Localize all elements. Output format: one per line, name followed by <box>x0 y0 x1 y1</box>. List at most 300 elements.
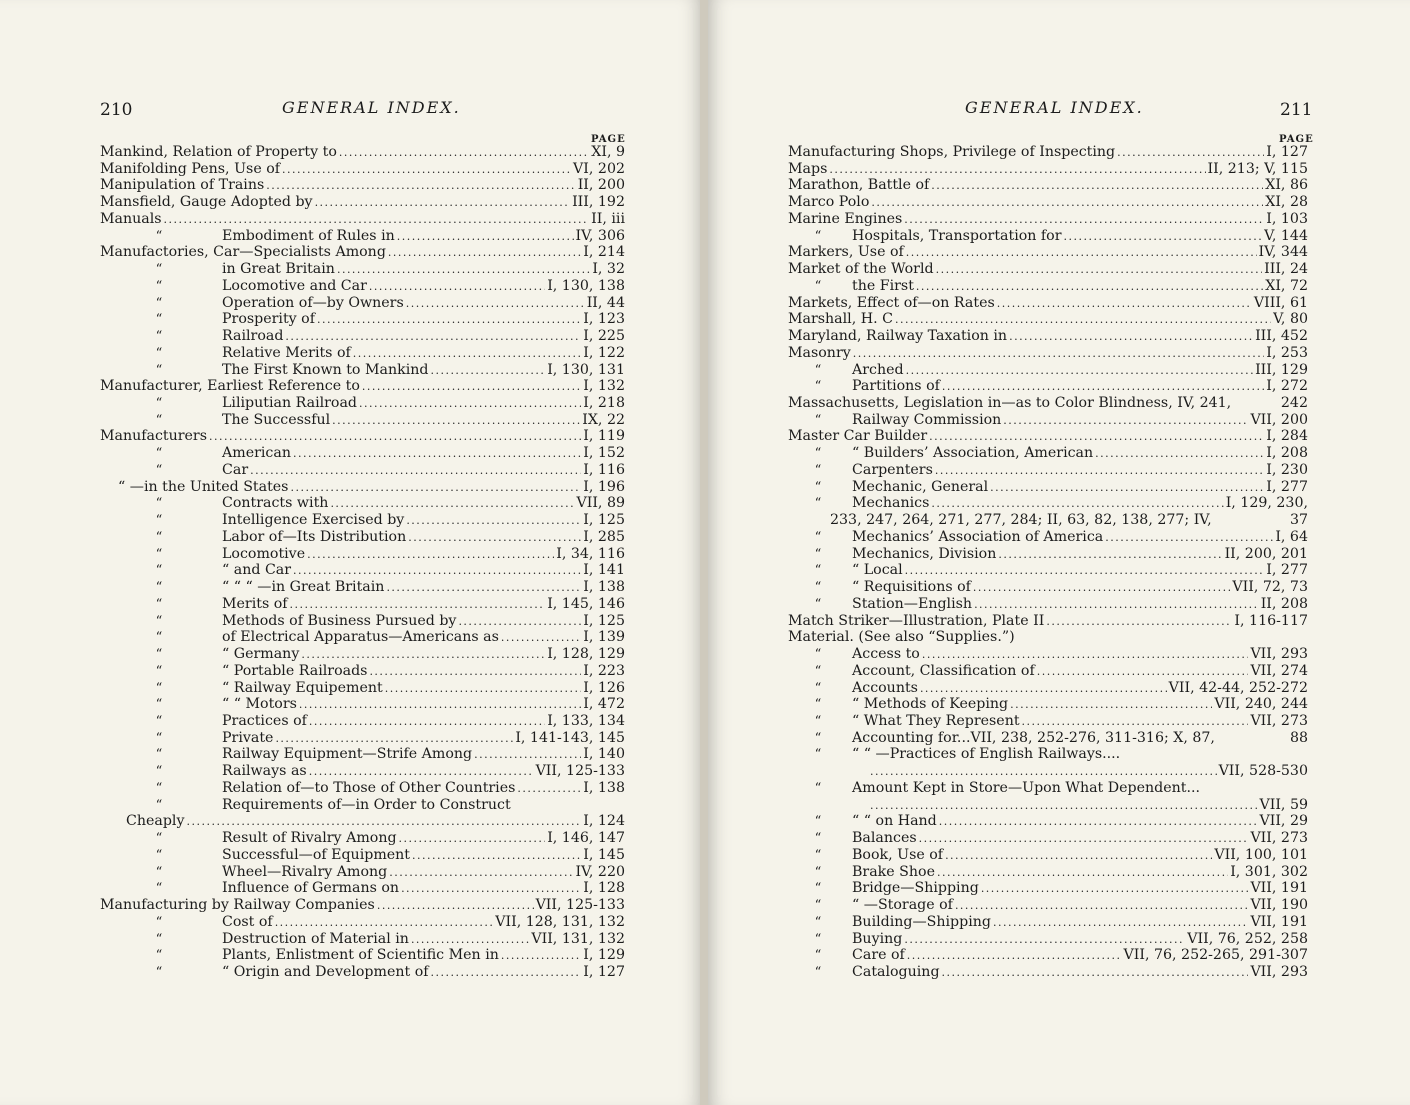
entry-reference: I, 285 <box>583 528 625 545</box>
entry-reference: I, 253 <box>1266 344 1308 361</box>
index-entry <box>788 880 1308 897</box>
index-entry <box>100 395 625 412</box>
dot-leader <box>332 412 580 429</box>
index-entry <box>788 663 1308 680</box>
index-entry <box>100 730 625 747</box>
dot-leader <box>922 646 1249 663</box>
index-entry <box>788 261 1308 278</box>
entry-reference: I, 230 <box>1266 461 1308 478</box>
index-entry <box>100 562 625 579</box>
entry-term: American <box>222 445 291 462</box>
index-entry <box>788 177 1308 194</box>
ditto-mark: “ <box>155 831 163 847</box>
entry-reference: I, 284 <box>1266 428 1308 445</box>
index-entry <box>100 177 625 194</box>
running-head: GENERAL INDEX. <box>965 98 1144 117</box>
dot-leader <box>307 546 554 563</box>
left-page <box>0 0 702 1105</box>
entry-reference: IV, 344 <box>1258 244 1308 261</box>
index-entry <box>788 847 1308 864</box>
ditto-mark: “ <box>814 362 822 378</box>
index-entry <box>788 964 1308 981</box>
entry-reference: III, 129 <box>1255 361 1308 378</box>
entry-reference: XI, 28 <box>1265 194 1308 211</box>
index-entry <box>100 914 625 931</box>
page-column-label: PAGE <box>1279 134 1314 145</box>
entry-term: Result of Rivalry Among <box>222 830 397 847</box>
ditto-mark: “ <box>155 563 163 579</box>
entry-reference: XI, 86 <box>1265 177 1308 194</box>
ditto-mark: “ <box>814 462 822 478</box>
ditto-mark: “ <box>155 713 163 729</box>
index-entry <box>788 311 1308 328</box>
dot-leader <box>285 328 581 345</box>
entry-term: Manifolding Pens, Use of <box>100 160 281 177</box>
dot-leader <box>430 362 545 379</box>
ditto-mark: “ <box>814 713 822 729</box>
dot-leader <box>386 579 581 596</box>
entry-term: Cost of <box>222 913 273 930</box>
dot-leader <box>275 914 494 931</box>
entry-term: Accounting for...VII, 238, 252-276, 311-316; X, 87, <box>852 729 1215 746</box>
index-entry <box>100 362 625 379</box>
entry-term: Arched <box>852 361 904 378</box>
index-entry <box>100 211 625 228</box>
entry-term: “ —Storage of <box>852 897 953 914</box>
dot-leader <box>920 680 1167 697</box>
index-entry <box>788 412 1308 429</box>
entry-reference: I, 128, 129 <box>547 646 625 663</box>
entry-reference: IV, 220 <box>575 863 625 880</box>
entry-reference: XI, 72 <box>1265 277 1308 294</box>
dot-leader <box>1037 663 1249 680</box>
dot-leader <box>919 830 1249 847</box>
dot-leader <box>309 713 545 730</box>
entry-reference: V, 80 <box>1273 311 1308 328</box>
page-column-label: PAGE <box>591 134 626 145</box>
dot-leader <box>935 462 1264 479</box>
entry-term: The First Known to Mankind <box>222 361 429 378</box>
entry-term: Book, Use of <box>852 846 944 863</box>
entry-reference: VII, 125-133 <box>535 897 625 914</box>
entry-term: “ Portable Railroads <box>222 662 368 679</box>
entry-term: “ Origin and Development of <box>222 963 429 980</box>
index-entry <box>788 445 1308 462</box>
dot-leader <box>353 345 582 362</box>
ditto-mark: “ <box>814 747 822 763</box>
index-entry <box>788 931 1308 948</box>
entry-term: Masonry <box>788 344 851 361</box>
entry-term: Markers, Use of <box>788 244 904 261</box>
dot-leader <box>895 311 1271 328</box>
dot-leader <box>931 177 1263 194</box>
ditto-mark: “ <box>814 931 822 947</box>
dot-leader <box>339 144 589 161</box>
entry-term: Manipulation of Trains <box>100 177 265 194</box>
entry-term: the First <box>852 277 914 294</box>
entry-term: “ and Car <box>222 562 292 579</box>
dot-leader <box>907 947 1122 964</box>
dot-leader <box>904 931 1185 948</box>
entry-reference: VII, 273 <box>1250 830 1308 847</box>
ditto-mark: “ <box>155 396 163 412</box>
entry-term: Partitions of <box>852 378 940 395</box>
entry-term: Bridge—Shipping <box>852 880 979 897</box>
entry-term: Brake Shoe <box>852 863 935 880</box>
ditto-mark: “ <box>814 228 822 244</box>
ditto-mark: “ <box>155 278 163 294</box>
index-entry <box>788 579 1308 596</box>
index-entry <box>788 211 1308 228</box>
page-number: 211 <box>1280 100 1313 120</box>
index-entry <box>100 512 625 529</box>
ditto-mark: “ <box>155 931 163 947</box>
dot-leader <box>385 680 582 697</box>
index-entry <box>100 345 625 362</box>
ditto-mark: “ <box>155 881 163 897</box>
entry-reference: I, 218 <box>583 395 625 412</box>
ditto-mark: “ <box>814 680 822 696</box>
entry-term: Relation of—to Those of Other Countries <box>222 779 516 796</box>
entry-term: Cataloguing <box>852 963 940 980</box>
ditto-mark: “ <box>155 513 163 529</box>
entry-reference: I, 146, 147 <box>547 830 625 847</box>
entry-reference: VII, 200 <box>1250 411 1308 428</box>
dot-leader <box>293 445 581 462</box>
ditto-mark: “ <box>155 730 163 746</box>
entry-reference: V, 144 <box>1264 227 1308 244</box>
ditto-mark: “ <box>155 948 163 964</box>
dot-leader <box>431 964 582 981</box>
entry-term: Railways as <box>222 763 307 780</box>
entry-reference: I, 140 <box>583 746 625 763</box>
ditto-mark: “ <box>155 964 163 980</box>
index-entry <box>100 579 625 596</box>
index-entry <box>788 546 1308 563</box>
dot-leader <box>990 479 1264 496</box>
index-entry <box>788 395 1308 412</box>
entry-term: Operation of—by Owners <box>222 294 404 311</box>
ditto-mark: “ <box>155 329 163 345</box>
index-entry <box>100 244 625 261</box>
index-entry <box>100 897 625 914</box>
index-entry <box>100 546 625 563</box>
index-entry <box>100 278 625 295</box>
entry-reference: VII, 89 <box>576 495 625 512</box>
entry-reference: I, 272 <box>1266 378 1308 395</box>
dot-leader <box>266 177 575 194</box>
dot-leader <box>929 428 1264 445</box>
ditto-mark: “ <box>814 730 822 746</box>
dot-leader <box>474 746 581 763</box>
dot-leader <box>931 495 1223 512</box>
entry-term: “ Builders’ Association, American <box>852 445 1094 462</box>
entry-reference: I, 277 <box>1266 562 1308 579</box>
entry-reference: I, 122 <box>583 344 625 361</box>
entry-reference: I, 127 <box>1266 144 1308 160</box>
index-entry <box>100 696 625 713</box>
right-page <box>708 0 1410 1105</box>
entry-term: Cheaply <box>126 813 185 830</box>
dot-leader <box>369 278 545 295</box>
dot-leader <box>981 880 1249 897</box>
entry-reference: I, 64 <box>1275 528 1308 545</box>
entry-term: Manuals <box>100 210 162 227</box>
entry-reference: I, 141-143, 145 <box>515 729 625 746</box>
index-entry <box>788 813 1308 830</box>
entry-reference: VII, 273 <box>1250 712 1308 729</box>
index-entry <box>100 947 625 964</box>
entry-reference: 88 <box>1289 729 1308 746</box>
dot-leader <box>309 763 534 780</box>
ditto-mark: “ <box>814 964 822 980</box>
entry-term: Embodiment of Rules in <box>222 227 395 244</box>
index-entry <box>100 328 625 345</box>
dot-leader <box>315 194 571 211</box>
entry-term: The Successful <box>222 411 331 428</box>
dot-leader <box>317 311 581 328</box>
ditto-mark: “ <box>814 446 822 462</box>
dot-leader <box>906 244 1257 261</box>
index-entry <box>100 931 625 948</box>
entry-reference: I, 34, 116 <box>556 545 625 562</box>
entry-reference: I, 196 <box>583 478 625 495</box>
entry-term: Hospitals, Transportation for <box>852 227 1062 244</box>
dot-leader <box>939 813 1258 830</box>
dot-leader <box>359 395 581 412</box>
entry-term: Successful—of Equipment <box>222 846 411 863</box>
entry-reference: I, 145 <box>583 846 625 863</box>
dot-leader <box>973 579 1230 596</box>
ditto-mark: “ <box>814 864 822 880</box>
entry-reference: I, 301, 302 <box>1230 863 1308 880</box>
ditto-mark: “ <box>814 831 822 847</box>
dot-leader <box>1117 144 1264 161</box>
index-entry <box>100 462 625 479</box>
dot-leader <box>299 696 581 713</box>
entry-term: Private <box>222 729 274 746</box>
entry-term: Market of the World <box>788 261 934 278</box>
dot-leader <box>301 646 545 663</box>
entry-term: Relative Merits of <box>222 344 351 361</box>
entry-term: Manufacturing by Railway Companies <box>100 897 375 914</box>
entry-reference: I, 116-117 <box>1234 612 1308 629</box>
entry-term: Markets, Effect of—on Rates <box>788 294 995 311</box>
ditto-mark: “ <box>155 596 163 612</box>
entry-reference: I, 472 <box>583 696 625 713</box>
ditto-mark: “ <box>155 613 163 629</box>
dot-leader <box>406 512 581 529</box>
entry-term: Locomotive and Car <box>222 277 367 294</box>
entry-reference: VII, 100, 101 <box>1214 846 1308 863</box>
index-entry <box>788 428 1308 445</box>
index-entry <box>788 797 1308 814</box>
entry-term: Marathon, Battle of <box>788 177 930 194</box>
entry-reference: VII, 131, 132 <box>531 930 625 947</box>
entry-reference: I, 132 <box>583 378 625 395</box>
entry-term: Marine Engines <box>788 210 903 227</box>
entry-term: Labor of—Its Distribution <box>222 528 407 545</box>
entry-term: Merits of <box>222 595 288 612</box>
dot-leader <box>401 880 581 897</box>
index-entry <box>788 562 1308 579</box>
index-entry <box>100 746 625 763</box>
dot-leader <box>916 278 1263 295</box>
entry-term: Balances <box>852 830 917 847</box>
entry-reference: VII, 293 <box>1250 963 1308 980</box>
ditto-mark: “ <box>155 864 163 880</box>
index-entry <box>100 428 625 445</box>
index-entry <box>100 412 625 429</box>
entry-reference: VIII, 61 <box>1253 294 1308 311</box>
ditto-mark: “ <box>155 412 163 428</box>
entry-reference: IX, 22 <box>582 411 625 428</box>
entry-reference: VII, 72, 73 <box>1232 579 1308 596</box>
entry-reference: III, 452 <box>1255 328 1308 345</box>
entry-reference: I, 152 <box>583 445 625 462</box>
entry-term: Railway Equipment—Strife Among <box>222 746 473 763</box>
ditto-mark: “ <box>814 881 822 897</box>
dot-leader <box>942 378 1264 395</box>
index-entry <box>788 278 1308 295</box>
index-entry <box>100 780 625 797</box>
entry-reference: I, 223 <box>583 662 625 679</box>
index-entry <box>100 680 625 697</box>
dot-leader <box>275 730 513 747</box>
entry-term: Manufactories, Car—Specialists Among <box>100 244 386 261</box>
entry-term: “ —in the United States <box>118 478 289 495</box>
entry-term: “ Germany <box>222 646 300 663</box>
entry-term: Mechanics’ Association of America <box>852 528 1104 545</box>
index-entry <box>100 596 625 613</box>
ditto-mark: “ <box>814 496 822 512</box>
dot-leader <box>870 797 1257 814</box>
ditto-mark: “ <box>155 262 163 278</box>
entry-reference: I, 130, 131 <box>547 361 625 378</box>
index-entry <box>788 244 1308 261</box>
entry-term: Manufacturers <box>100 428 207 445</box>
index-entry <box>100 880 625 897</box>
index-entry <box>788 596 1308 613</box>
entry-term: Manufacturer, Earliest Reference to <box>100 378 360 395</box>
entry-reference: VII, 191 <box>1250 913 1308 930</box>
entry-term: of Electrical Apparatus—Americans as <box>222 629 499 646</box>
dot-leader <box>209 428 581 445</box>
entry-reference: 242 <box>1280 395 1308 412</box>
index-entry <box>788 512 1308 529</box>
entry-reference: II, iii <box>591 210 625 227</box>
entry-reference: II, 200 <box>577 177 625 194</box>
entry-reference: I, 125 <box>583 512 625 529</box>
ditto-mark: “ <box>814 898 822 914</box>
index-entry <box>100 144 625 161</box>
entry-reference: I, 225 <box>583 328 625 345</box>
ditto-mark: “ <box>814 479 822 495</box>
entry-reference: I, 32 <box>592 261 625 278</box>
ditto-mark: “ <box>155 764 163 780</box>
index-entry <box>100 479 625 496</box>
entry-reference: IV, 306 <box>575 227 625 244</box>
index-entry <box>788 897 1308 914</box>
entry-reference: I, 208 <box>1266 445 1308 462</box>
index-entry <box>788 730 1308 747</box>
dot-leader <box>853 345 1265 362</box>
entry-reference: I, 138 <box>583 579 625 596</box>
index-entry <box>788 462 1308 479</box>
index-entry <box>788 713 1308 730</box>
entry-term: Prosperity of <box>222 311 315 328</box>
dot-leader <box>501 629 581 646</box>
index-entry <box>788 746 1308 763</box>
entry-reference: XI, 9 <box>591 144 625 160</box>
entry-term: Plants, Enlistment of Scientific Men in <box>222 947 499 964</box>
entry-term: Influence of Germans on <box>222 880 400 897</box>
index-entry <box>100 964 625 981</box>
ditto-mark: “ <box>814 278 822 294</box>
ditto-mark: “ <box>814 697 822 713</box>
entry-reference: I, 214 <box>583 244 625 261</box>
entry-term: Care of <box>852 947 905 964</box>
dot-leader <box>250 462 581 479</box>
dot-leader <box>997 295 1252 312</box>
dot-leader <box>337 261 590 278</box>
ditto-mark: “ <box>814 379 822 395</box>
dot-leader <box>871 194 1263 211</box>
entry-reference: VII, 76, 252, 258 <box>1187 930 1308 947</box>
entry-term: Manufacturing Shops, Privilege of Inspecting <box>788 144 1116 160</box>
index-entries <box>100 144 625 981</box>
dot-leader <box>905 562 1265 579</box>
entry-reference: VII, 125-133 <box>535 763 625 780</box>
entry-reference: I, 123 <box>583 311 625 328</box>
dot-leader <box>1003 412 1248 429</box>
entry-reference: I, 139 <box>583 629 625 646</box>
ditto-mark: “ <box>155 797 163 813</box>
ditto-mark: “ <box>155 362 163 378</box>
dot-leader <box>186 813 581 830</box>
ditto-mark: “ <box>155 228 163 244</box>
entry-reference: VI, 202 <box>573 160 625 177</box>
entry-term: Match Striker—Illustration, Plate II <box>788 612 1045 629</box>
dot-leader <box>362 378 581 395</box>
index-entry <box>100 295 625 312</box>
index-entry <box>100 161 625 178</box>
index-entry <box>788 479 1308 496</box>
entry-term: “ “ “ —in Great Britain <box>222 579 385 596</box>
index-entry <box>100 713 625 730</box>
entry-reference: 37 <box>1289 512 1308 529</box>
entry-term: Practices of <box>222 712 307 729</box>
dot-leader <box>906 362 1253 379</box>
dot-leader <box>458 613 581 630</box>
entry-term: Accounts <box>852 679 918 696</box>
entry-term: Liliputian Railroad <box>222 395 358 412</box>
entry-reference: III, 24 <box>1264 261 1308 278</box>
ditto-mark: “ <box>155 462 163 478</box>
entry-reference: I, 128 <box>583 880 625 897</box>
entry-reference: VII, 59 <box>1259 796 1308 813</box>
entry-term: Massachusetts, Legislation in—as to Color Blindness, IV, 241, <box>788 395 1232 412</box>
dot-leader <box>408 529 581 546</box>
entry-reference: VII, 76, 252-265, 291-307 <box>1123 947 1308 964</box>
running-head: GENERAL INDEX. <box>282 98 461 117</box>
dot-leader <box>1046 613 1232 630</box>
entry-reference: I, 130, 138 <box>547 277 625 294</box>
entry-reference: VII, 293 <box>1250 646 1308 663</box>
entry-reference: I, 133, 134 <box>547 712 625 729</box>
ditto-mark: “ <box>155 345 163 361</box>
dot-leader <box>377 897 534 914</box>
